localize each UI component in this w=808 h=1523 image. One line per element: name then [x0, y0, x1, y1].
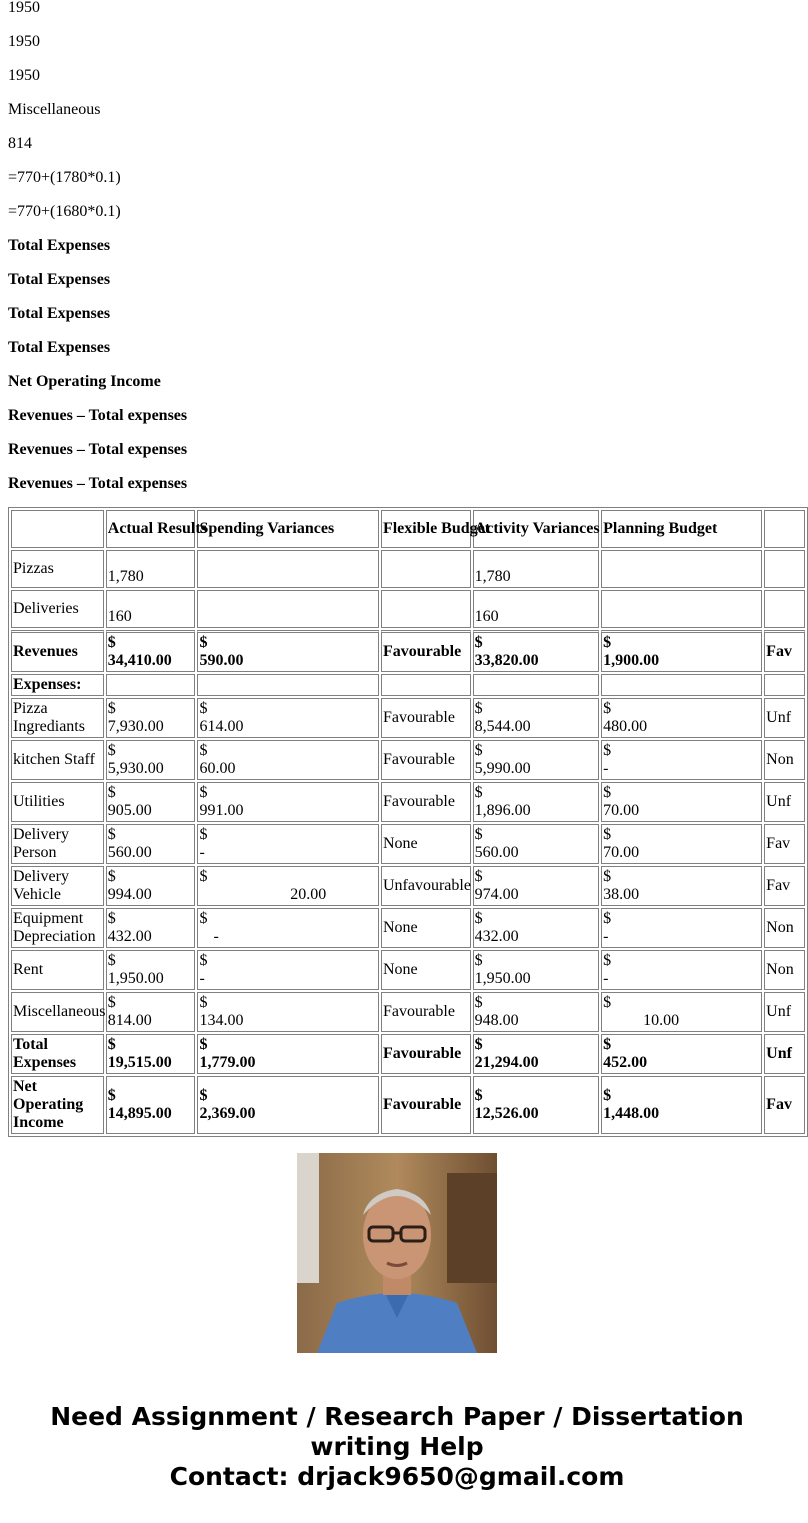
cell-spending — [197, 824, 378, 864]
row-label: Total Expenses — [11, 1034, 104, 1074]
amount: 432.00 — [107, 928, 152, 945]
text-line: Total Expenses — [8, 339, 111, 356]
currency-sign: $ — [107, 742, 116, 759]
cell-flexible: None — [381, 824, 471, 864]
amount: 974.00 — [474, 886, 519, 903]
row-label: Revenues — [11, 630, 104, 672]
cell-activity — [473, 866, 599, 906]
currency-sign: $ — [107, 1087, 116, 1104]
amount: 1,448.00 — [603, 1105, 660, 1122]
header-planning: Planning Budget — [601, 510, 762, 548]
currency-sign: $ — [107, 994, 116, 1011]
amount: 7,930.00 — [107, 718, 164, 735]
expenses-label-row — [11, 674, 805, 696]
cell-spending — [197, 1076, 378, 1134]
currency-sign: $ — [603, 1087, 612, 1104]
cell-planning — [601, 992, 762, 1032]
currency-sign: $ — [474, 742, 483, 759]
currency-sign: $ — [603, 700, 612, 717]
cell-actual — [106, 630, 196, 672]
cell-actual — [106, 908, 196, 948]
cell-spending — [197, 908, 378, 948]
amount: - — [199, 970, 205, 987]
currency-sign: $ — [474, 634, 483, 651]
cell-planning — [601, 782, 762, 822]
amount: 1,779.00 — [199, 1054, 256, 1071]
cell-last: Unf — [764, 782, 805, 822]
cell-activity — [473, 992, 599, 1032]
text-line: Revenues – Total expenses — [8, 441, 188, 458]
row-label: Expenses: — [11, 674, 104, 696]
currency-sign: $ — [107, 1036, 116, 1053]
currency-sign: $ — [107, 952, 116, 969]
cell-last: Unf — [764, 992, 805, 1032]
cell-actual — [106, 992, 196, 1032]
row-label: Delivery Person — [11, 824, 104, 864]
text-line: =770+(1780*0.1) — [8, 169, 121, 186]
cell-actual — [106, 1034, 196, 1074]
cell-spending — [197, 1034, 378, 1074]
revenues-row — [11, 630, 805, 672]
cell-activity — [473, 698, 599, 738]
cell-last: Unf — [764, 1034, 805, 1074]
cell-activity — [473, 824, 599, 864]
currency-sign: $ — [603, 784, 612, 801]
currency-sign: $ — [603, 826, 612, 843]
currency-sign: $ — [107, 868, 116, 885]
amount: 905.00 — [107, 802, 152, 819]
currency-sign: $ — [474, 994, 483, 1011]
text-line: 814 — [8, 135, 32, 152]
cell-flexible: Favourable — [381, 698, 471, 738]
amount: 33,820.00 — [474, 652, 539, 669]
cell-empty — [381, 674, 471, 696]
currency-sign: $ — [199, 952, 208, 969]
table-row — [11, 698, 805, 738]
cell-activity — [473, 1076, 599, 1134]
amount: 60.00 — [199, 760, 236, 777]
cell-actual — [106, 782, 196, 822]
amount: 1,950.00 — [107, 970, 164, 987]
cell-activity — [473, 782, 599, 822]
amount: 432.00 — [474, 928, 519, 945]
cell-empty — [601, 674, 762, 696]
amount: 2,369.00 — [199, 1105, 256, 1122]
amount: 560.00 — [474, 844, 519, 861]
cell-spending — [197, 866, 378, 906]
cell-last: Fav — [764, 824, 805, 864]
cell-last: Unf — [764, 698, 805, 738]
cell-flexible: Favourable — [381, 1034, 471, 1074]
currency-sign: $ — [474, 910, 483, 927]
currency-sign: $ — [107, 910, 116, 927]
amount: - — [603, 760, 609, 777]
cell-actual: 1,780 — [106, 550, 196, 588]
text-line: 1950 — [8, 67, 40, 84]
cell-planning — [601, 1034, 762, 1074]
currency-sign: $ — [603, 1036, 612, 1053]
amount: 19,515.00 — [107, 1054, 172, 1071]
text-line: =770+(1680*0.1) — [8, 203, 121, 220]
cell-planning — [601, 740, 762, 780]
cell-planning — [601, 908, 762, 948]
table-row — [11, 866, 805, 906]
amount: 814.00 — [107, 1012, 152, 1029]
cell-actual — [106, 824, 196, 864]
row-label: Rent — [11, 950, 104, 990]
amount: 452.00 — [603, 1054, 648, 1071]
cell-planning — [601, 1076, 762, 1134]
table-row — [11, 590, 805, 628]
cell-spending — [197, 950, 378, 990]
amount: 10.00 — [643, 1012, 680, 1029]
row-label: Pizza Ingrediants — [11, 698, 104, 738]
currency-sign: $ — [199, 634, 208, 651]
total-expenses-row — [11, 1034, 805, 1074]
cell-actual — [106, 698, 196, 738]
text-line: Revenues – Total expenses — [8, 407, 188, 424]
amount: 1,950.00 — [474, 970, 531, 987]
text-line: Total Expenses — [8, 271, 111, 288]
amount: 948.00 — [474, 1012, 519, 1029]
amount: 1,900.00 — [603, 652, 660, 669]
amount: 12,526.00 — [474, 1105, 539, 1122]
amount: 560.00 — [107, 844, 152, 861]
cell-empty — [764, 550, 805, 588]
text-lines — [8, 0, 788, 501]
amount: 21,294.00 — [474, 1054, 539, 1071]
table-row — [11, 740, 805, 780]
cell-planning — [601, 866, 762, 906]
amount: - — [213, 928, 219, 945]
cell-spending — [197, 740, 378, 780]
currency-sign: $ — [603, 910, 612, 927]
amount: 1,896.00 — [474, 802, 531, 819]
cell-last: Fav — [764, 630, 805, 672]
currency-sign: $ — [107, 784, 116, 801]
amount: 70.00 — [603, 844, 640, 861]
row-label: kitchen Staff — [11, 740, 104, 780]
row-label: Miscellaneous — [11, 992, 104, 1032]
text-line: Total Expenses — [8, 237, 111, 254]
cell-planning — [601, 824, 762, 864]
table-row — [11, 950, 805, 990]
cell-empty — [601, 550, 762, 588]
amount: 480.00 — [603, 718, 648, 735]
currency-sign: $ — [603, 952, 612, 969]
cell-activity: 160 — [473, 590, 599, 628]
amount: 14,895.00 — [107, 1105, 172, 1122]
currency-sign: $ — [474, 1087, 483, 1104]
cell-flexible: Favourable — [381, 992, 471, 1032]
row-label: Pizzas — [11, 550, 104, 588]
currency-sign: $ — [107, 634, 116, 651]
cell-actual: 160 — [106, 590, 196, 628]
cell-planning — [601, 698, 762, 738]
currency-sign: $ — [474, 1036, 483, 1053]
table-header-row — [11, 510, 805, 548]
cell-spending — [197, 992, 378, 1032]
cell-last: Non — [764, 740, 805, 780]
currency-sign: $ — [603, 994, 612, 1011]
table-row — [11, 782, 805, 822]
amount: 991.00 — [199, 802, 244, 819]
cell-actual — [106, 1076, 196, 1134]
currency-sign: $ — [199, 1036, 208, 1053]
cell-flexible: None — [381, 950, 471, 990]
currency-sign: $ — [474, 700, 483, 717]
row-label: Utilities — [11, 782, 104, 822]
currency-sign: $ — [199, 868, 208, 885]
cell-spending — [197, 782, 378, 822]
currency-sign: $ — [107, 826, 116, 843]
cell-planning — [601, 950, 762, 990]
cell-activity — [473, 1034, 599, 1074]
text-line: Revenues – Total expenses — [8, 475, 188, 492]
currency-sign: $ — [199, 994, 208, 1011]
cell-activity — [473, 740, 599, 780]
amount: - — [603, 970, 609, 987]
header-actual: Actual Results — [106, 510, 196, 548]
cell-activity — [473, 630, 599, 672]
cell-empty — [473, 674, 599, 696]
text-line: 1950 — [8, 33, 40, 50]
net-income-row — [11, 1076, 805, 1134]
currency-sign: $ — [199, 742, 208, 759]
cell-spending — [197, 698, 378, 738]
cell-actual — [106, 740, 196, 780]
table-row — [11, 550, 805, 588]
cell-last: Non — [764, 950, 805, 990]
currency-sign: $ — [199, 826, 208, 843]
row-label: Deliveries — [11, 590, 104, 628]
cell-last: Fav — [764, 866, 805, 906]
currency-sign: $ — [474, 952, 483, 969]
promo-contact: Contact: drjack9650@gmail.com — [169, 1462, 625, 1491]
currency-sign: $ — [603, 634, 612, 651]
amount: 614.00 — [199, 718, 244, 735]
cell-empty — [764, 590, 805, 628]
author-avatar — [297, 1153, 497, 1353]
header-cell — [764, 510, 805, 548]
text-line: Miscellaneous — [8, 101, 101, 118]
text-line: Net Operating Income — [8, 373, 161, 390]
amount: 134.00 — [199, 1012, 244, 1029]
text-line: 1950 — [8, 0, 40, 16]
header-activity: Activity Variances — [473, 510, 599, 548]
cell-empty — [197, 590, 378, 628]
currency-sign: $ — [199, 784, 208, 801]
amount: 5,930.00 — [107, 760, 164, 777]
currency-sign: $ — [107, 700, 116, 717]
amount: 34,410.00 — [107, 652, 172, 669]
cell-flexible: Favourable — [381, 1076, 471, 1134]
cell-empty — [197, 550, 378, 588]
portrait-image — [297, 1153, 497, 1353]
row-label: Equipment Depreciation — [11, 908, 104, 948]
amount: - — [603, 928, 609, 945]
variance-table — [8, 507, 808, 1137]
cell-empty — [601, 590, 762, 628]
cell-flexible: Unfavourable — [381, 866, 471, 906]
header-cell — [11, 510, 104, 548]
promo-text — [0, 1402, 794, 1492]
cell-spending — [197, 630, 378, 672]
amount: 20.00 — [290, 886, 327, 903]
variance-table-wrapper — [8, 507, 794, 1137]
cell-flexible: Favourable — [381, 782, 471, 822]
cell-activity — [473, 908, 599, 948]
cell-empty — [381, 590, 471, 628]
cell-planning — [601, 630, 762, 672]
currency-sign: $ — [474, 784, 483, 801]
cell-actual — [106, 950, 196, 990]
text-line: Total Expenses — [8, 305, 111, 322]
header-spending: Spending Variances — [197, 510, 378, 548]
cell-flexible: Favourable — [381, 740, 471, 780]
currency-sign: $ — [603, 868, 612, 885]
amount: 38.00 — [603, 886, 640, 903]
currency-sign: $ — [603, 742, 612, 759]
cell-empty — [764, 674, 805, 696]
header-flexible: Flexible Budget — [381, 510, 471, 548]
amount: 5,990.00 — [474, 760, 531, 777]
currency-sign: $ — [199, 700, 208, 717]
amount: 590.00 — [199, 652, 244, 669]
cell-actual — [106, 866, 196, 906]
cell-last: Non — [764, 908, 805, 948]
table-row — [11, 824, 805, 864]
table-row — [11, 908, 805, 948]
currency-sign: $ — [199, 1087, 208, 1104]
currency-sign: $ — [474, 826, 483, 843]
row-label: Net Operating Income — [11, 1076, 104, 1134]
amount: - — [199, 844, 205, 861]
currency-sign: $ — [474, 868, 483, 885]
amount: 70.00 — [603, 802, 640, 819]
currency-sign: $ — [199, 910, 208, 927]
cell-last: Fav — [764, 1076, 805, 1134]
cell-flexible: None — [381, 908, 471, 948]
amount: 994.00 — [107, 886, 152, 903]
promo-line: writing Help — [310, 1432, 484, 1461]
cell-empty — [197, 674, 378, 696]
table-row — [11, 992, 805, 1032]
cell-empty — [106, 674, 196, 696]
cell-activity: 1,780 — [473, 550, 599, 588]
cell-activity — [473, 950, 599, 990]
promo-line: Need Assignment / Research Paper / Dissertation — [50, 1402, 744, 1431]
row-label: Delivery Vehicle — [11, 866, 104, 906]
cell-empty — [381, 550, 471, 588]
cell-flexible: Favourable — [381, 630, 471, 672]
amount: 8,544.00 — [474, 718, 531, 735]
